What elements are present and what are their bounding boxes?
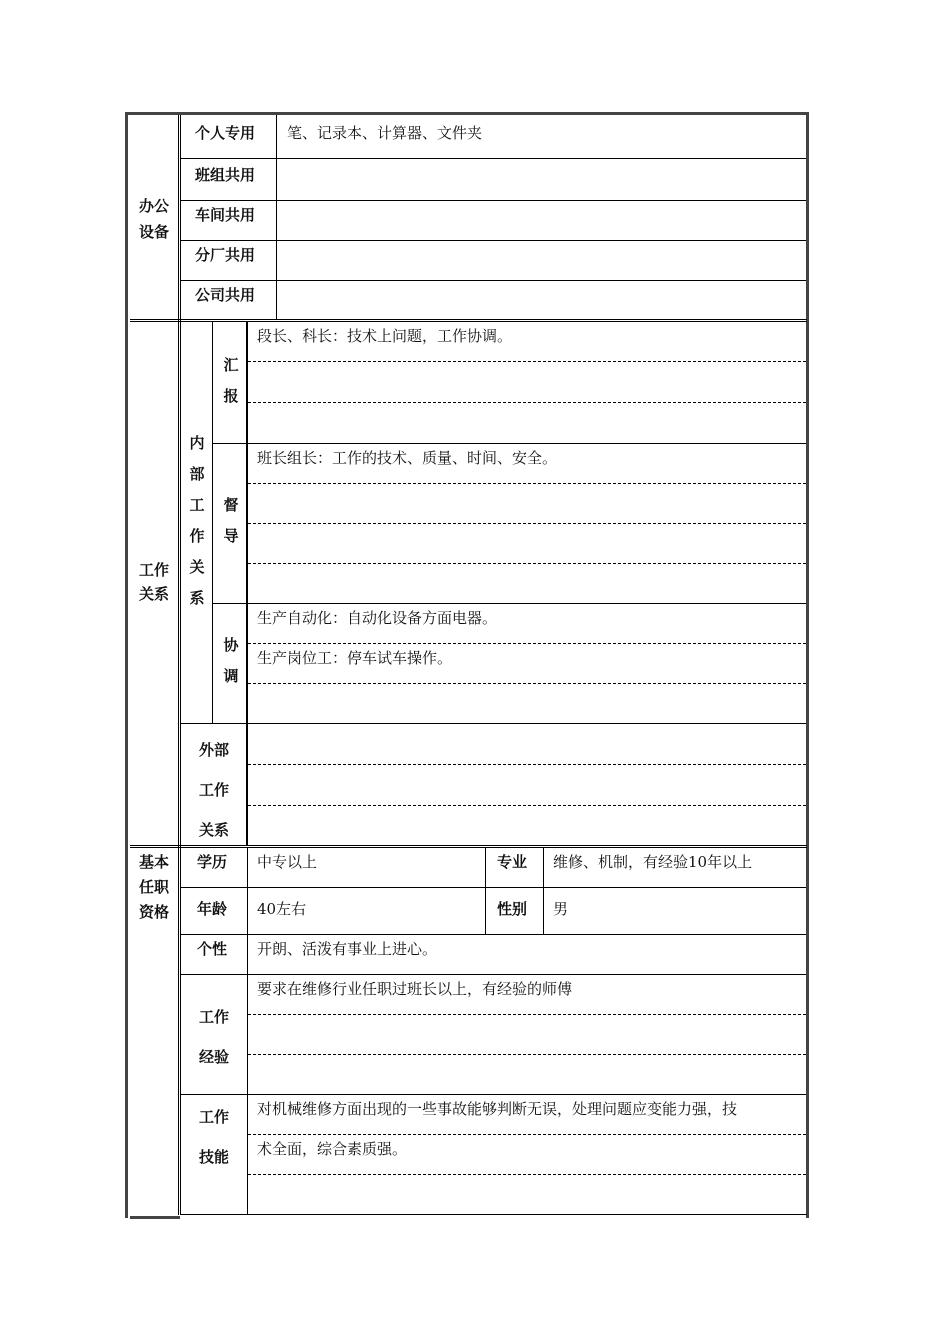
equipment-label-branch: 分厂共用 <box>195 246 256 264</box>
equipment-row-line <box>181 200 806 201</box>
internal-label-char: 作 <box>189 527 205 545</box>
education-label: 学历 <box>197 853 228 871</box>
section-separator <box>130 319 807 322</box>
qual-mid-col-separator <box>485 848 486 934</box>
equipment-label-team: 班组共用 <box>195 166 256 184</box>
skills-label-line: 技能 <box>198 1148 229 1166</box>
dashed-writing-line <box>248 1174 806 1175</box>
dashed-writing-line <box>248 1014 806 1015</box>
experience-label-line: 工作 <box>198 1008 229 1026</box>
equipment-value-personal: 笔、记录本、计算器、文件夹 <box>287 124 483 142</box>
dashed-writing-line <box>248 805 806 806</box>
internal-label-char: 系 <box>189 589 205 607</box>
supervise-line-1: 班长组长：工作的技术、质量、时间、安全。 <box>257 449 558 467</box>
major-value: 维修、机制，有经验10年以上 <box>553 853 753 871</box>
gender-label: 性别 <box>497 900 528 918</box>
dashed-writing-line <box>248 402 806 403</box>
experience-label-line: 经验 <box>198 1048 229 1066</box>
work-relations-label <box>131 558 177 606</box>
gender-value: 男 <box>553 900 569 918</box>
block-separator <box>213 603 806 604</box>
dashed-writing-line <box>248 563 806 564</box>
external-label-line: 外部 <box>198 741 229 759</box>
coordinate-line-1: 生产自动化：自动化设备方面电器。 <box>257 609 498 627</box>
age-value: 40左右 <box>257 900 307 918</box>
education-value: 中专以上 <box>257 853 318 871</box>
qualifications-label <box>131 850 177 925</box>
office-equipment-label-line1: 办公 <box>138 197 169 215</box>
dashed-writing-line <box>248 361 806 362</box>
age-label: 年龄 <box>197 900 228 918</box>
report-label-char: 报 <box>223 387 239 405</box>
skills-value-line-1: 对机械维修方面出现的一些事故能够判断无误，处理问题应变能力强，技 <box>257 1100 738 1118</box>
internal-col-separator <box>212 322 213 724</box>
skills-label-line: 工作 <box>198 1108 229 1126</box>
dashed-writing-line <box>248 483 806 484</box>
experience-label <box>183 997 245 1077</box>
qualifications-label-line: 基本 <box>138 853 169 871</box>
qual-row-line <box>181 934 806 935</box>
equipment-row-line <box>181 280 806 281</box>
internal-label-char: 关 <box>189 558 205 576</box>
qualifications-label-line: 任职 <box>138 878 169 896</box>
form-bottom-border-right <box>180 1214 807 1215</box>
qualifications-label-line: 资格 <box>138 903 169 921</box>
supervise-label-char: 导 <box>223 527 239 545</box>
external-relations-label <box>183 730 245 850</box>
external-label-line: 工作 <box>198 781 229 799</box>
internal-relations-label <box>183 428 211 614</box>
coordinate-label-char: 调 <box>223 667 239 685</box>
office-equipment-label-line2: 设备 <box>138 223 169 241</box>
qual-row-line <box>181 887 806 888</box>
subtype-col-separator <box>246 322 248 846</box>
personality-value: 开朗、活泼有事业上进心。 <box>257 940 438 958</box>
experience-value: 要求在维修行业任职过班长以上，有经验的师傅 <box>257 980 573 998</box>
major-label: 专业 <box>497 853 528 871</box>
section-separator <box>130 845 807 848</box>
dashed-writing-line <box>248 683 806 684</box>
internal-label-char: 工 <box>189 496 205 514</box>
report-label <box>216 350 246 412</box>
report-label-char: 汇 <box>223 356 239 374</box>
block-separator <box>181 723 806 724</box>
equipment-row-line <box>181 158 806 159</box>
block-separator <box>213 443 806 444</box>
internal-label-char: 内 <box>189 434 205 452</box>
qual-label-col-separator <box>247 848 248 1214</box>
work-relations-label-line2: 关系 <box>138 585 169 603</box>
dashed-writing-line <box>248 1134 806 1135</box>
qual-row-line <box>181 1094 806 1095</box>
coordinate-label-char: 协 <box>223 636 239 654</box>
equipment-label-personal: 个人专用 <box>195 124 256 142</box>
internal-label-char: 部 <box>189 465 205 483</box>
supervise-label <box>216 490 246 552</box>
equipment-label-company: 公司共用 <box>195 286 256 304</box>
work-relations-label-line1: 工作 <box>138 561 169 579</box>
skills-label <box>183 1097 245 1177</box>
coordinate-line-2: 生产岗位工：停车试车操作。 <box>257 649 453 667</box>
office-equipment-label <box>131 193 177 245</box>
equipment-label-workshop: 车间共用 <box>195 206 256 224</box>
dashed-writing-line <box>248 643 806 644</box>
qual-row-line <box>181 974 806 975</box>
qual-mid-col-separator-2 <box>543 848 544 934</box>
dashed-writing-line <box>248 764 806 765</box>
skills-value-line-2: 术全面，综合素质强。 <box>257 1140 408 1158</box>
report-line-1: 段长、科长：技术上问题，工作协调。 <box>257 327 513 345</box>
supervise-label-char: 督 <box>223 496 239 514</box>
equipment-row-line <box>181 240 806 241</box>
personality-label: 个性 <box>197 940 228 958</box>
form-bottom-border <box>130 1216 180 1219</box>
external-label-line: 关系 <box>198 821 229 839</box>
dashed-writing-line <box>248 1054 806 1055</box>
dashed-writing-line <box>248 523 806 524</box>
coordinate-label <box>216 630 246 692</box>
equipment-col-separator <box>276 115 277 320</box>
